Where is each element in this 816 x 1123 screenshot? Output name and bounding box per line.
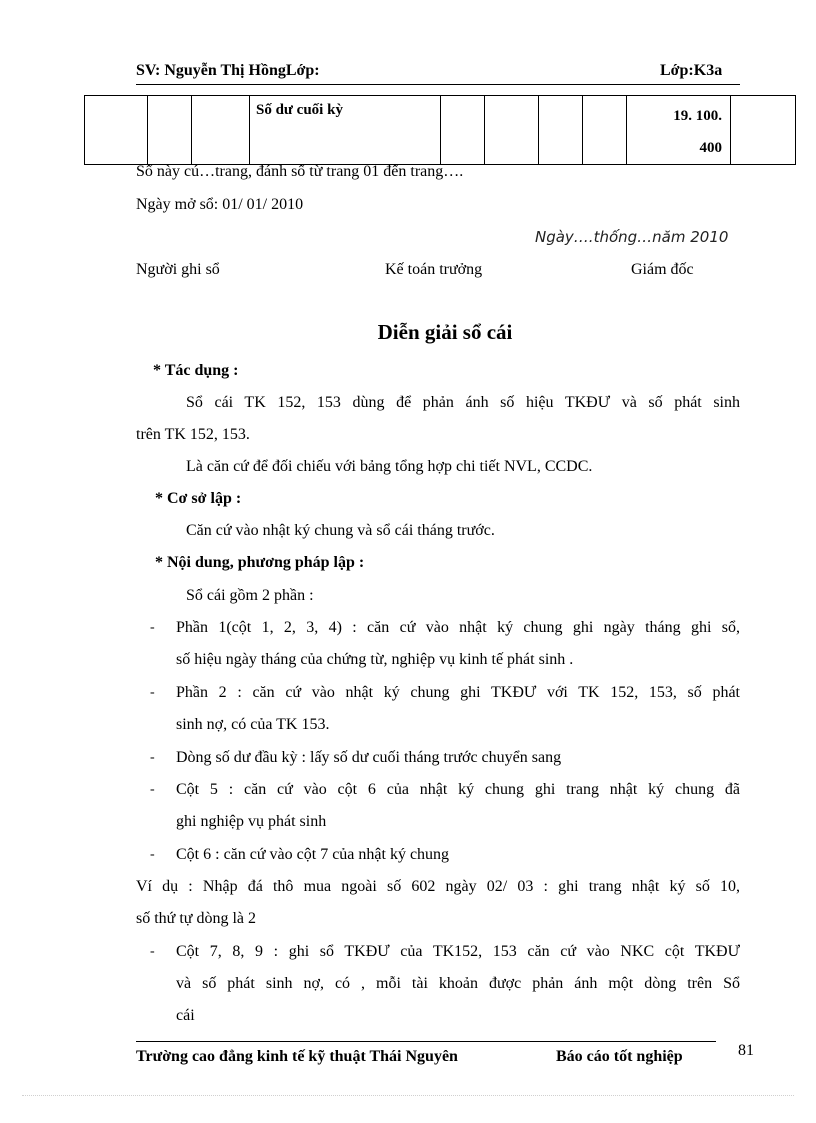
closing-balance-amount — [627, 96, 731, 165]
bullet-dash: - — [150, 944, 155, 959]
bullet-1-line-2: số hiệu ngày tháng của chứng từ, nghiệp vụ kinh tế phát sinh . — [176, 651, 574, 668]
bullet-1-line-1: Phần 1(cột 1, 2, 3, 4) : căn cứ vào nhật ký chung ghi ngày tháng ghi sổ, — [176, 619, 740, 636]
signature-recorder: Người ghi sổ — [136, 261, 220, 278]
bullet-7-line-3: cái — [176, 1007, 195, 1024]
bullet-dash: - — [150, 847, 155, 862]
bullet-2-line-2: sinh nợ, có của TK 153. — [176, 716, 330, 733]
content-intro: Sổ cái gồm 2 phần : — [186, 587, 314, 604]
open-date: Ngày mở sổ: 01/ 01/ 2010 — [136, 196, 304, 213]
table-cell — [485, 96, 539, 165]
table-cell — [85, 96, 148, 165]
ledger-table — [84, 95, 796, 165]
bullet-4-line-1: Cột 5 : căn cứ vào cột 6 của nhật ký chung ghi trang nhật ký chung đã — [176, 781, 740, 798]
header-class: Lớp:K3a — [660, 62, 723, 79]
bullet-5: Cột 6 : căn cứ vào cột 7 của nhật ký chung — [176, 846, 450, 863]
bullet-7-line-1: Cột 7, 8, 9 : ghi sổ TKĐƯ của TK152, 153 căn cứ vào NKC cột TKĐƯ — [176, 943, 740, 960]
bullet-dash: - — [150, 620, 155, 635]
table-row — [85, 96, 796, 165]
table-cell — [583, 96, 627, 165]
amount-line-2: 400 — [699, 140, 722, 156]
effect-paragraph-1-cont: trên TK 152, 153. — [136, 426, 250, 443]
effect-paragraph-2: Là căn cứ để đối chiếu với bảng tổng hợp chi tiết NVL, CCDC. — [186, 458, 593, 475]
example-line-1: Ví dụ : Nhập đá thô mua ngoài số 602 ngày 02/ 03 : ghi trang nhật ký số 10, — [136, 878, 740, 895]
signature-chief-accountant: Kế toán trưởng — [385, 261, 483, 278]
footer-school: Trường cao đẳng kinh tế kỹ thuật Thái Nguyên — [136, 1048, 458, 1065]
header-student-name: SV: Nguyễn Thị HồngLớp: — [136, 62, 320, 79]
bullet-dash: - — [150, 782, 155, 797]
bullet-3: Dòng số dư đầu kỳ : lấy số dư cuối tháng trước chuyển sang — [176, 749, 562, 766]
table-cell — [539, 96, 583, 165]
table-cell — [441, 96, 485, 165]
content-heading: * Nội dung, phương pháp lập : — [155, 554, 365, 571]
date-line: Ngày….thống…năm 2010 — [535, 228, 729, 246]
bullet-dash: - — [150, 750, 155, 765]
page-number: 81 — [738, 1042, 754, 1059]
closing-balance-label: Số dư cuối kỳ — [250, 96, 441, 165]
footer-report-type: Báo cáo tốt nghiệp — [556, 1048, 683, 1065]
basis-heading: * Cơ sở lập : — [155, 490, 242, 507]
header-divider — [136, 84, 740, 85]
table-cell — [148, 96, 192, 165]
effect-heading: * Tác dụng : — [153, 362, 239, 379]
table-cell — [731, 96, 796, 165]
footer-divider — [136, 1041, 716, 1042]
signature-director: Giám đốc — [631, 261, 694, 278]
example-line-2: số thứ tự dòng là 2 — [136, 910, 257, 927]
page-title: Diễn giải sổ cái — [377, 320, 513, 344]
effect-paragraph-1: Sổ cái TK 152, 153 dùng để phản ánh số hiệu TKĐƯ và số phát sinh — [186, 394, 740, 411]
bullet-dash: - — [150, 685, 155, 700]
book-note: Sổ này cú…trang, đánh số từ trang 01 đến trang…. — [136, 163, 464, 180]
table-cell — [192, 96, 250, 165]
basis-paragraph: Căn cứ vào nhật ký chung và sổ cái tháng trước. — [186, 522, 495, 539]
bullet-2-line-1: Phần 2 : căn cứ vào nhật ký chung ghi TKĐƯ với TK 152, 153, số phát — [176, 684, 740, 701]
bullet-7-line-2: và số phát sinh nợ, có , mỗi tài khoản được phản ánh một dòng trên Sổ — [176, 975, 740, 992]
page-bottom-divider — [22, 1095, 794, 1096]
amount-line-1: 19. 100. — [673, 108, 722, 124]
bullet-4-line-2: ghi nghiệp vụ phát sinh — [176, 813, 327, 830]
